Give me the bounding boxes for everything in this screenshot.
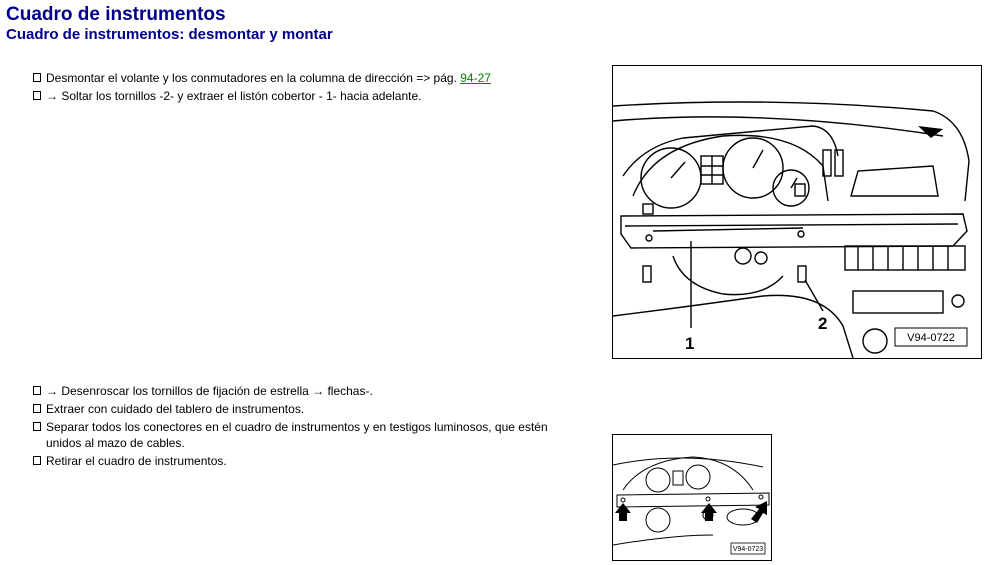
step-text: Separar todos los conectores en el cuadro de instrumentos y en testigos luminosos, que estén unidos al mazo de cables.	[46, 420, 548, 450]
checkbox-icon	[33, 456, 41, 465]
callout-2: 2	[818, 314, 828, 333]
step-text: → Soltar los tornillos -2- y extraer el listón cobertor - 1- hacia adelante.	[46, 89, 422, 103]
list-item	[33, 383, 573, 399]
list-item	[33, 401, 573, 417]
dashboard-illustration	[613, 66, 981, 358]
checkbox-icon	[33, 404, 41, 413]
steps-list-top	[33, 70, 573, 106]
step-text: Extraer con cuidado del tablero de instrumentos.	[46, 402, 305, 416]
arrow-icon	[751, 501, 767, 523]
steps-list-bottom	[33, 383, 573, 471]
step-text: Retirar el cuadro de instrumentos.	[46, 454, 227, 468]
checkbox-icon	[33, 422, 41, 431]
step-text: Desmontar el volante y los conmutadores en la columna de dirección => pág. 94-27	[46, 71, 491, 85]
cluster-illustration	[613, 435, 771, 560]
page-link[interactable]: 94-27	[460, 71, 491, 85]
callout-1: 1	[685, 334, 695, 353]
list-item	[33, 70, 573, 86]
list-item	[33, 88, 573, 104]
figure-cluster-screws	[612, 434, 772, 561]
figure-dashboard-strip	[612, 65, 982, 359]
checkbox-icon	[33, 386, 41, 395]
list-item	[33, 419, 573, 451]
list-item	[33, 453, 573, 469]
figure-code: V94-0722	[907, 332, 955, 344]
step-text: → Desenroscar los tornillos de fijación de estrella → flechas-.	[46, 384, 373, 398]
checkbox-icon	[33, 91, 41, 100]
page-subtitle: Cuadro de instrumentos: desmontar y montar	[6, 26, 333, 43]
page-title: Cuadro de instrumentos	[6, 4, 226, 25]
checkbox-icon	[33, 73, 41, 82]
figure-code: V94-0723	[732, 546, 764, 553]
